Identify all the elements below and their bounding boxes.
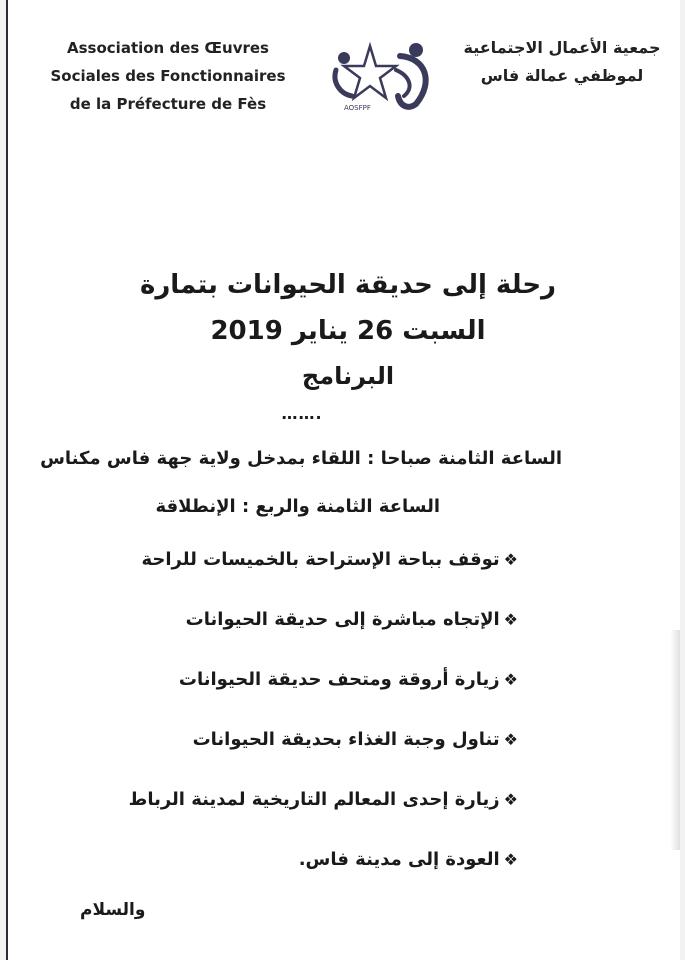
header-ar-line-2: لموظفي عمالة فاس: [480, 66, 644, 85]
program-heading: البرنامج: [301, 362, 395, 390]
star-emblem-icon: [335, 43, 426, 107]
trip-title: رحلة إلى حديقة الحيوانات بتمارة: [139, 270, 557, 300]
document-page: [6, 0, 680, 960]
program-item-text: زيارة أروقة ومتحف حديقة الحيوانات: [178, 669, 500, 690]
program-item-text: الإتجاه مباشرة إلى حديقة الحيوانات: [185, 609, 500, 630]
header-fr-line-2: Sociales des Fonctionnaires: [50, 67, 286, 85]
closing-greeting: والسلام: [80, 900, 146, 920]
program-item-text: تناول وجبة الغذاء بحديقة الحيوانات: [192, 729, 500, 750]
header-ar-line-1: جمعية الأعمال الاجتماعية: [463, 38, 661, 57]
logo-text: AOSFPF: [344, 104, 371, 112]
program-item-text: زيارة إحدى المعالم التاريخية لمدينة الرباط: [128, 789, 500, 810]
header-fr-line-3: de la Préfecture de Fès: [69, 95, 267, 113]
header-fr-line-1: Association des Œuvres: [67, 39, 269, 57]
bullet-icon: ❖: [503, 850, 518, 869]
header-french: [48, 34, 288, 118]
program-item: [118, 840, 518, 900]
program-item-text: العودة إلى مدينة فاس.: [298, 849, 500, 870]
separator-dots: …….: [281, 404, 323, 423]
title-block: [88, 262, 608, 398]
schedule-departure: الساعة الثامنة والربع : الإنطلاقة: [155, 496, 440, 517]
program-item: [118, 780, 518, 840]
paper-fold-shadow: [670, 630, 680, 850]
bullet-icon: ❖: [503, 670, 518, 689]
trip-date: السبت 26 يناير 2019: [210, 316, 486, 346]
program-item-text: توقف بباحة الإستراحة بالخميسات للراحة: [141, 549, 500, 570]
bullet-icon: ❖: [503, 730, 518, 749]
program-list: [118, 540, 518, 900]
association-logo: [330, 36, 440, 116]
bullet-icon: ❖: [503, 790, 518, 809]
program-item: [118, 660, 518, 720]
schedule-meeting: الساعة الثامنة صباحا : اللقاء بمدخل ولاية جهة فاس مكناس: [40, 448, 562, 469]
program-item: [118, 600, 518, 660]
program-item: [118, 720, 518, 780]
bullet-icon: ❖: [503, 610, 518, 629]
header-arabic: [462, 34, 662, 90]
program-item: [118, 540, 518, 600]
bullet-icon: ❖: [503, 550, 518, 569]
